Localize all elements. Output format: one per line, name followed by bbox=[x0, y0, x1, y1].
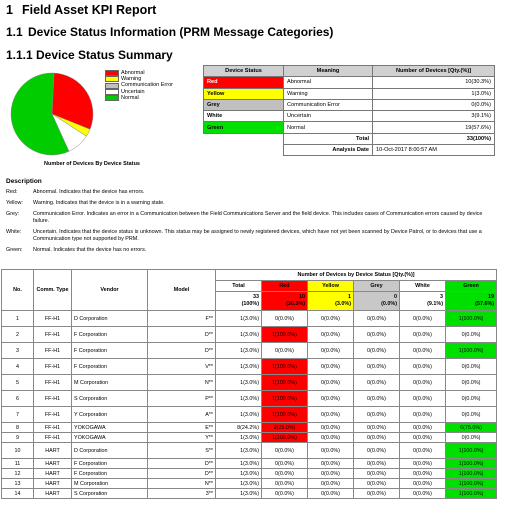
cell-red: 0(0.0%) bbox=[262, 443, 308, 459]
cell-grey: 0(0.0%) bbox=[354, 433, 400, 443]
pie-legend bbox=[105, 70, 173, 101]
status-header-status: Device Status bbox=[204, 66, 284, 77]
cell-no: 14 bbox=[2, 489, 34, 499]
table-row bbox=[2, 375, 497, 391]
totals-red-percent: (30.3%) bbox=[286, 301, 305, 307]
cell-green: 1(100.0%) bbox=[446, 311, 497, 327]
status-row bbox=[204, 99, 495, 110]
cell-comm: FF-H1 bbox=[34, 359, 72, 375]
cell-no: 5 bbox=[2, 375, 34, 391]
cell-red: 1(100.0%) bbox=[262, 407, 308, 423]
cell-model: F** bbox=[148, 311, 216, 327]
cell-model: N** bbox=[148, 375, 216, 391]
description-item bbox=[6, 229, 496, 243]
cell-yellow: 0(0.0%) bbox=[308, 479, 354, 489]
col-grey: Grey bbox=[354, 281, 400, 292]
totals-grey-percent: (0.0%) bbox=[381, 301, 397, 307]
table-row bbox=[2, 469, 497, 479]
heading-1-number: 1 bbox=[6, 3, 13, 17]
col-comm-type: Comm. Type bbox=[34, 270, 72, 311]
description-item bbox=[6, 200, 496, 207]
cell-no: 8 bbox=[2, 423, 34, 433]
cell-red: 0(0.0%) bbox=[262, 479, 308, 489]
status-summary-table bbox=[203, 65, 495, 156]
legend-swatch bbox=[105, 70, 119, 76]
cell-grey: 0(0.0%) bbox=[354, 423, 400, 433]
status-count: 10(30.3%) bbox=[373, 77, 495, 88]
cell-total: 1(3.0%) bbox=[216, 459, 262, 469]
description-text: Abnormal. Indicates that the device has errors. bbox=[33, 189, 145, 195]
cell-green: 1(100.0%) bbox=[446, 443, 497, 459]
cell-green: 1(100.0%) bbox=[446, 489, 497, 499]
cell-green: 1(100.0%) bbox=[446, 469, 497, 479]
cell-white: 0(0.0%) bbox=[400, 375, 446, 391]
cell-model: E** bbox=[148, 423, 216, 433]
status-meaning: Warning bbox=[284, 88, 373, 99]
cell-model: D** bbox=[148, 469, 216, 479]
table-row bbox=[2, 459, 497, 469]
cell-yellow: 0(0.0%) bbox=[308, 359, 354, 375]
status-row bbox=[204, 122, 495, 133]
cell-red: 0(0.0%) bbox=[262, 489, 308, 499]
description-text: Warning. Indicates that the device is in a warning state. bbox=[33, 200, 165, 206]
status-row bbox=[204, 88, 495, 99]
status-header-count: Number of Devices [Qty.(%)] bbox=[373, 66, 495, 77]
status-name: Red bbox=[204, 77, 284, 88]
col-group: Number of Devices by Device Status [Qty.(%)] bbox=[216, 270, 497, 281]
heading-1 bbox=[6, 3, 156, 17]
totals-red bbox=[262, 292, 308, 311]
cell-green: 0(0.0%) bbox=[446, 433, 497, 443]
cell-green: 1(100.0%) bbox=[446, 459, 497, 469]
cell-comm: HART bbox=[34, 459, 72, 469]
cell-white: 0(0.0%) bbox=[400, 459, 446, 469]
cell-red: 1(100.0%) bbox=[262, 433, 308, 443]
col-model: Model bbox=[148, 270, 216, 311]
total-label: Total bbox=[284, 133, 373, 144]
cell-grey: 0(0.0%) bbox=[354, 407, 400, 423]
cell-total: 1(3.0%) bbox=[216, 489, 262, 499]
totals-white-percent: (9.1%) bbox=[427, 301, 443, 307]
description-text: Normal. Indicates that the device has no errors. bbox=[33, 247, 147, 253]
cell-white: 0(0.0%) bbox=[400, 433, 446, 443]
heading-3-number: 1.1.1 bbox=[6, 48, 33, 62]
cell-no: 6 bbox=[2, 391, 34, 407]
cell-white: 0(0.0%) bbox=[400, 489, 446, 499]
table-row bbox=[2, 489, 497, 499]
col-green: Green bbox=[446, 281, 497, 292]
cell-yellow: 0(0.0%) bbox=[308, 433, 354, 443]
table-row bbox=[2, 423, 497, 433]
description-item bbox=[6, 247, 496, 254]
table-row bbox=[2, 343, 497, 359]
cell-no: 2 bbox=[2, 327, 34, 343]
cell-comm: HART bbox=[34, 443, 72, 459]
legend-swatch bbox=[105, 95, 119, 101]
col-white: White bbox=[400, 281, 446, 292]
totals-red-count: 10 bbox=[299, 294, 305, 300]
cell-grey: 0(0.0%) bbox=[354, 391, 400, 407]
cell-total: 1(3.0%) bbox=[216, 391, 262, 407]
description-list bbox=[6, 189, 496, 258]
totals-grey bbox=[354, 292, 400, 311]
cell-green: 0(0.0%) bbox=[446, 327, 497, 343]
legend-swatch bbox=[105, 89, 119, 95]
cell-grey: 0(0.0%) bbox=[354, 489, 400, 499]
cell-no: 10 bbox=[2, 443, 34, 459]
cell-total: 1(3.0%) bbox=[216, 375, 262, 391]
status-name: Green bbox=[204, 122, 284, 133]
table-row bbox=[2, 327, 497, 343]
cell-vendor: F Corporation bbox=[72, 343, 148, 359]
description-text: Communication Error. Indicates an error in a Communication between the Field Communications Server and the field device. This includes cases of Communication errors caused by device failure. bbox=[33, 211, 483, 224]
legend-label: Abnormal bbox=[121, 70, 145, 76]
status-name: White bbox=[204, 111, 284, 122]
cell-no: 9 bbox=[2, 433, 34, 443]
totals-green-percent: (57.6%) bbox=[475, 301, 495, 307]
cell-white: 0(0.0%) bbox=[400, 391, 446, 407]
cell-red: 0(0.0%) bbox=[262, 343, 308, 359]
totals-white bbox=[400, 292, 446, 311]
cell-model: A** bbox=[148, 407, 216, 423]
cell-comm: FF-H1 bbox=[34, 391, 72, 407]
totals-yellow bbox=[308, 292, 354, 311]
cell-green: 6(75.0%) bbox=[446, 423, 497, 433]
cell-total: 1(3.0%) bbox=[216, 407, 262, 423]
legend-label: Uncertain bbox=[121, 88, 145, 95]
cell-green: 1(100.0%) bbox=[446, 479, 497, 489]
cell-red: 1(100.0%) bbox=[262, 391, 308, 407]
description-item bbox=[6, 211, 496, 225]
description-key: Yellow: bbox=[6, 200, 23, 206]
description-text: Uncertain. Indicates that the device status is unknown. This status may be assigned to newly registered devices, which have not yet been scanned by Device Patrol, or to devices that use a Communication type not supported by PRM. bbox=[33, 229, 482, 242]
cell-red: 0(0.0%) bbox=[262, 469, 308, 479]
cell-comm: FF-H1 bbox=[34, 423, 72, 433]
cell-yellow: 0(0.0%) bbox=[308, 375, 354, 391]
totals-total bbox=[216, 292, 262, 311]
cell-green: 0(0.0%) bbox=[446, 391, 497, 407]
totals-yellow-percent: (3.0%) bbox=[335, 301, 351, 307]
legend-label: Communication Error bbox=[121, 82, 173, 89]
cell-vendor: M Corporation bbox=[72, 375, 148, 391]
table-row bbox=[2, 407, 497, 423]
cell-yellow: 0(0.0%) bbox=[308, 459, 354, 469]
cell-grey: 0(0.0%) bbox=[354, 469, 400, 479]
cell-vendor: S Corporation bbox=[72, 391, 148, 407]
cell-comm: HART bbox=[34, 479, 72, 489]
cell-vendor: D Corporation bbox=[72, 443, 148, 459]
analysis-date-label: Analysis Date bbox=[284, 145, 373, 156]
cell-red: 0(0.0%) bbox=[262, 459, 308, 469]
heading-2-number: 1.1 bbox=[6, 25, 23, 39]
table-row bbox=[2, 433, 497, 443]
legend-item bbox=[105, 95, 173, 101]
cell-vendor: YOKOGAWA bbox=[72, 433, 148, 443]
cell-grey: 0(0.0%) bbox=[354, 443, 400, 459]
status-count: 19(57.6%) bbox=[373, 122, 495, 133]
col-red: Red bbox=[262, 281, 308, 292]
cell-model: P** bbox=[148, 391, 216, 407]
cell-grey: 0(0.0%) bbox=[354, 459, 400, 469]
cell-vendor: F Corporation bbox=[72, 359, 148, 375]
total-value: 33(100%) bbox=[373, 133, 495, 144]
cell-green: 1(100.0%) bbox=[446, 343, 497, 359]
description-key: White: bbox=[6, 229, 22, 235]
cell-no: 1 bbox=[2, 311, 34, 327]
description-key: Green: bbox=[6, 247, 23, 253]
cell-white: 0(0.0%) bbox=[400, 443, 446, 459]
cell-no: 7 bbox=[2, 407, 34, 423]
cell-yellow: 0(0.0%) bbox=[308, 407, 354, 423]
table-row bbox=[2, 479, 497, 489]
status-meaning: Uncertain bbox=[284, 111, 373, 122]
status-count: 1(3.0%) bbox=[373, 88, 495, 99]
col-total: Total bbox=[216, 281, 262, 292]
cell-red: 1(100.0%) bbox=[262, 359, 308, 375]
table-row bbox=[2, 359, 497, 375]
cell-model: D** bbox=[148, 459, 216, 469]
device-status-pie-chart bbox=[6, 69, 102, 159]
cell-total: 1(3.0%) bbox=[216, 469, 262, 479]
cell-total: 1(3.0%) bbox=[216, 359, 262, 375]
cell-model: D** bbox=[148, 343, 216, 359]
status-row bbox=[204, 111, 495, 122]
cell-yellow: 0(0.0%) bbox=[308, 469, 354, 479]
legend-label: Normal bbox=[121, 94, 139, 101]
table-row bbox=[2, 391, 497, 407]
cell-green: 0(0.0%) bbox=[446, 407, 497, 423]
totals-yellow-count: 1 bbox=[348, 294, 351, 300]
pie-title: Number of Devices By Device Status bbox=[44, 161, 140, 167]
cell-yellow: 0(0.0%) bbox=[308, 391, 354, 407]
cell-no: 11 bbox=[2, 459, 34, 469]
cell-white: 0(0.0%) bbox=[400, 327, 446, 343]
table-row bbox=[2, 443, 497, 459]
description-title: Description bbox=[6, 178, 42, 185]
cell-total: 8(24.2%) bbox=[216, 423, 262, 433]
cell-white: 0(0.0%) bbox=[400, 407, 446, 423]
cell-white: 0(0.0%) bbox=[400, 343, 446, 359]
status-header-meaning: Meaning bbox=[284, 66, 373, 77]
status-name: Grey bbox=[204, 99, 284, 110]
cell-vendor: YOKOGAWA bbox=[72, 423, 148, 433]
cell-total: 1(3.0%) bbox=[216, 443, 262, 459]
cell-vendor: S Corporation bbox=[72, 489, 148, 499]
cell-total: 1(3.0%) bbox=[216, 343, 262, 359]
cell-comm: FF-H1 bbox=[34, 343, 72, 359]
cell-red: 1(100.0%) bbox=[262, 327, 308, 343]
col-yellow: Yellow bbox=[308, 281, 354, 292]
cell-vendor: F Corporation bbox=[72, 459, 148, 469]
heading-3 bbox=[6, 48, 173, 62]
cell-white: 0(0.0%) bbox=[400, 311, 446, 327]
cell-total: 1(3.0%) bbox=[216, 311, 262, 327]
cell-yellow: 0(0.0%) bbox=[308, 327, 354, 343]
totals-white-count: 3 bbox=[440, 294, 443, 300]
cell-total: 1(3.0%) bbox=[216, 433, 262, 443]
totals-total-percent: (100%) bbox=[241, 301, 259, 307]
cell-vendor: Y Corporation bbox=[72, 407, 148, 423]
heading-2-text: Device Status Information (PRM Message Categories) bbox=[28, 25, 334, 39]
cell-grey: 0(0.0%) bbox=[354, 375, 400, 391]
heading-2 bbox=[6, 25, 333, 39]
cell-yellow: 0(0.0%) bbox=[308, 343, 354, 359]
table-row bbox=[2, 311, 497, 327]
cell-red: 0(0.0%) bbox=[262, 311, 308, 327]
status-count: 3(9.1%) bbox=[373, 111, 495, 122]
description-key: Red: bbox=[6, 189, 18, 195]
cell-no: 13 bbox=[2, 479, 34, 489]
status-row bbox=[204, 77, 495, 88]
cell-comm: FF-H1 bbox=[34, 407, 72, 423]
totals-total-count: 33 bbox=[253, 294, 259, 300]
cell-grey: 0(0.0%) bbox=[354, 327, 400, 343]
cell-model: N** bbox=[148, 479, 216, 489]
cell-no: 3 bbox=[2, 343, 34, 359]
legend-swatch bbox=[105, 83, 119, 89]
description-item bbox=[6, 189, 496, 196]
cell-comm: FF-H1 bbox=[34, 375, 72, 391]
status-meaning: Normal bbox=[284, 122, 373, 133]
cell-green: 0(0.0%) bbox=[446, 375, 497, 391]
cell-white: 0(0.0%) bbox=[400, 359, 446, 375]
cell-comm: FF-H1 bbox=[34, 433, 72, 443]
cell-yellow: 0(0.0%) bbox=[308, 443, 354, 459]
cell-no: 12 bbox=[2, 469, 34, 479]
cell-comm: FF-H1 bbox=[34, 327, 72, 343]
status-count: 0(0.0%) bbox=[373, 99, 495, 110]
cell-yellow: 0(0.0%) bbox=[308, 423, 354, 433]
col-vendor: Vendor bbox=[72, 270, 148, 311]
cell-grey: 0(0.0%) bbox=[354, 359, 400, 375]
cell-no: 4 bbox=[2, 359, 34, 375]
description-key: Grey: bbox=[6, 211, 20, 217]
cell-green: 0(0.0%) bbox=[446, 359, 497, 375]
cell-vendor: M Corporation bbox=[72, 479, 148, 489]
cell-grey: 0(0.0%) bbox=[354, 343, 400, 359]
cell-yellow: 0(0.0%) bbox=[308, 311, 354, 327]
analysis-date-value: 10-Oct-2017 8:00:57 AM bbox=[373, 145, 495, 156]
device-table bbox=[1, 269, 497, 499]
cell-model: 3** bbox=[148, 489, 216, 499]
cell-white: 0(0.0%) bbox=[400, 423, 446, 433]
cell-vendor: F Corporation bbox=[72, 327, 148, 343]
cell-yellow: 0(0.0%) bbox=[308, 489, 354, 499]
status-meaning: Communication Error bbox=[284, 99, 373, 110]
totals-grey-count: 0 bbox=[394, 294, 397, 300]
cell-grey: 0(0.0%) bbox=[354, 311, 400, 327]
heading-3-text: Device Status Summary bbox=[36, 48, 173, 62]
cell-model: S** bbox=[148, 443, 216, 459]
status-meaning: Abnormal bbox=[284, 77, 373, 88]
cell-vendor: D Corporation bbox=[72, 311, 148, 327]
totals-green bbox=[446, 292, 497, 311]
cell-comm: FF-H1 bbox=[34, 311, 72, 327]
cell-white: 0(0.0%) bbox=[400, 469, 446, 479]
legend-label: Warning bbox=[121, 76, 142, 83]
cell-grey: 0(0.0%) bbox=[354, 479, 400, 489]
totals-green-count: 19 bbox=[488, 294, 495, 300]
cell-red: 1(100.0%) bbox=[262, 375, 308, 391]
col-no: No. bbox=[2, 270, 34, 311]
cell-total: 1(3.0%) bbox=[216, 479, 262, 489]
status-name: Yellow bbox=[204, 88, 284, 99]
cell-model: Y** bbox=[148, 433, 216, 443]
legend-swatch bbox=[105, 76, 119, 82]
cell-vendor: F Corporation bbox=[72, 469, 148, 479]
cell-comm: HART bbox=[34, 469, 72, 479]
cell-comm: HART bbox=[34, 489, 72, 499]
cell-white: 0(0.0%) bbox=[400, 479, 446, 489]
cell-model: V** bbox=[148, 359, 216, 375]
cell-total: 1(3.0%) bbox=[216, 327, 262, 343]
cell-model: D** bbox=[148, 327, 216, 343]
cell-red: 2(25.0%) bbox=[262, 423, 308, 433]
heading-1-text: Field Asset KPI Report bbox=[22, 3, 157, 17]
